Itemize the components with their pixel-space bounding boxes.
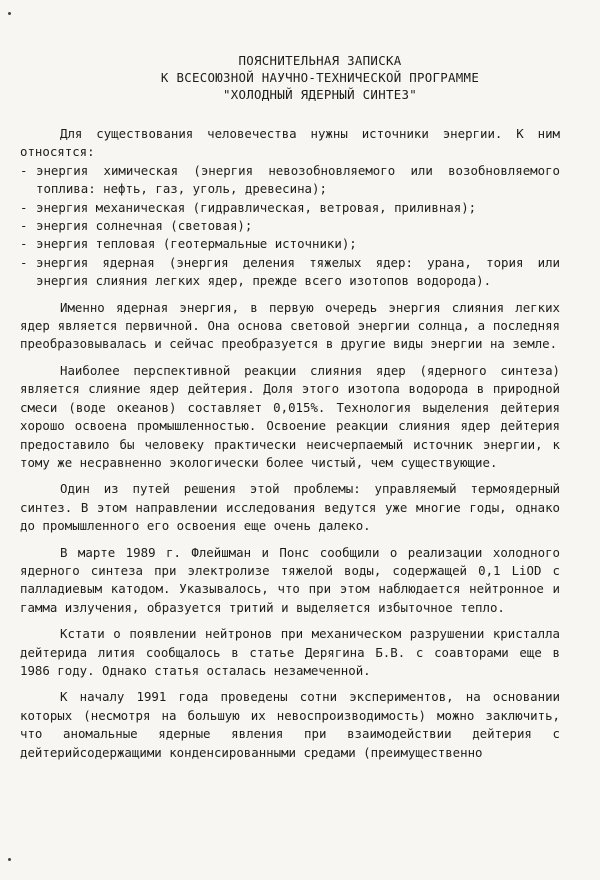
document-body	[20, 125, 560, 762]
scan-speck	[8, 12, 11, 15]
list-item: - энергия химическая (энергия невозобновляемого или возобновляемого топлива: нефть, газ, уголь, древесина);	[20, 162, 560, 199]
paragraph: К началу 1991 года проведены сотни экспериментов, на основании которых (несмотря на большую их невоспроизводимость) можно заключить, что аномальные ядерные явления при взаимодействии дейтерия с дейтерийсодержащими конденсированными средами (преимущественно	[20, 689, 560, 760]
paragraph: В марте 1989 г. Флейшман и Понс сообщили о реализации холодного ядерного синтеза при электролизе тяжелой воды, содержащей 0,1 LiOD с палладиевым катодом. Указывалось, что при этом наблюдается нейтронное и гамма излучения, образуется тритий и выделяется избыточное тепло.	[20, 544, 560, 615]
paragraph: Наиболее перспективной реакции слияния ядер (ядерного синтеза) является слияние ядер дейтерия. Доля этого изотопа водорода в природной смеси (воде океанов) составляет 0,015%. Технология выделения дейтерия хорошо освоена промышленностью. Освоение реакции слияния ядер дейтерия предоставило бы человеку практически неисчерпаемый источник энергии, к тому же несравненно экологически более чистый, чем существующие.	[20, 362, 560, 470]
list-item: - энергия солнечная (световая);	[20, 217, 560, 235]
list-item: - энергия ядерная (энергия деления тяжелых ядер: урана, тория или энергия слияния легких ядер, прежде всего изотопов водорода).	[20, 254, 560, 291]
paragraph: Кстати о появлении нейтронов при механическом разрушении кристалла дейтерида лития сообщалось в статье Дерягина Б.В. с соавторами еще в 1986 году. Однако статья осталась незамеченной.	[20, 626, 560, 678]
paragraph: Именно ядерная энергия, в первую очередь энергия слияния легких ядер является первичной. Она основа световой энергии солнца, а последняя преобразовывалась и сейчас преобразуется в другие виды энергии на земле.	[20, 299, 560, 352]
intro-paragraph: Для существования человечества нужны источники энергии. К ним относятся:	[20, 126, 560, 160]
paragraph: Один из путей решения этой проблемы: управляемый термоядерный синтез. В этом направлении исследования ведутся уже многие годы, однако до промышленного его освоения еще очень далеко.	[20, 481, 560, 534]
energy-sources-list	[20, 162, 560, 291]
title-line: "ХОЛОДНЫЙ ЯДЕРНЫЙ СИНТЕЗ"	[223, 87, 417, 102]
title-line: ПОЯСНИТЕЛЬНАЯ ЗАПИСКА	[238, 53, 402, 68]
scan-speck	[8, 858, 11, 861]
title-line: К ВСЕСОЮЗНОЙ НАУЧНО-ТЕХНИЧЕСКОЙ ПРОГРАММЕ	[160, 70, 480, 85]
list-item: - энергия тепловая (геотермальные источники);	[20, 235, 560, 253]
document-title	[80, 52, 560, 103]
list-item: - энергия механическая (гидравлическая, ветровая, приливная);	[20, 199, 560, 217]
